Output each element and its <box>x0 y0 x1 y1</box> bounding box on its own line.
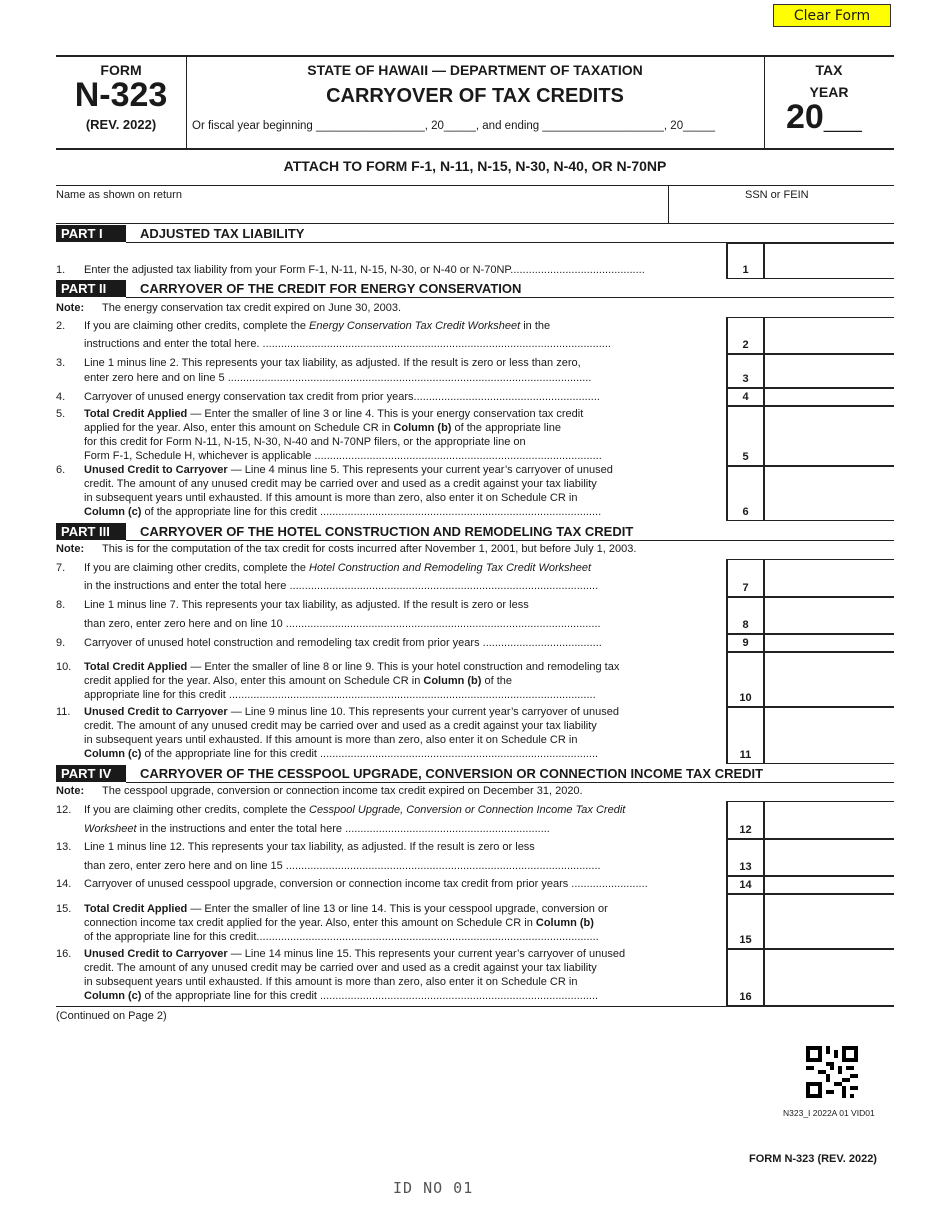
ssn-label: SSN or FEIN <box>745 189 809 201</box>
line-3-number: 3. <box>56 357 66 369</box>
line-1-box <box>726 243 894 279</box>
line-5-amount-input[interactable] <box>766 447 894 464</box>
line-14-amount-input[interactable] <box>766 875 894 892</box>
line-3-text-a: Line 1 minus line 2. This represents your tax liability, as adjusted. If the result is zero or less than zero, <box>84 357 581 369</box>
line-1-text: Enter the adjusted tax liability from your Form F-1, N-11, N-15, N-30, or N-40 or N-70NP............................................ <box>84 264 645 276</box>
line-7-box-number: 7 <box>742 582 749 594</box>
line-16-box-number: 16 <box>739 991 752 1003</box>
header-top-rule <box>56 55 894 57</box>
line-13-number: 13. <box>56 841 72 853</box>
line-2-text-a: If you are claiming other credits, complete the Energy Conservation Tax Credit Worksheet in the <box>84 320 551 332</box>
line-4-box-number: 4 <box>742 391 749 403</box>
line-15-number: 15. <box>56 903 72 915</box>
line-6-text-c: in subsequent years until exhausted. If this amount is more than zero, also enter it on Schedule CR in <box>84 492 578 504</box>
attach-instruction: ATTACH TO FORM F-1, N-11, N-15, N-30, N-40, OR N-70NP <box>283 158 667 174</box>
box-divider <box>763 597 765 634</box>
line-16-box <box>726 949 894 1006</box>
part2-note-label: Note: <box>56 302 85 314</box>
part2-tag: PART II <box>56 280 126 297</box>
line-5-text-d: Form F-1, Schedule H, whichever is applicable .............................................................................................. <box>84 450 602 462</box>
line-1-amount-input[interactable] <box>766 260 894 277</box>
line-9-number: 9. <box>56 637 66 649</box>
line-16-text-c: in subsequent years until exhausted. If this amount is more than zero, also enter it on Schedule CR in <box>84 976 578 988</box>
part2-title-rule <box>126 297 894 298</box>
line-1-number: 1. <box>56 264 66 276</box>
line-8-number: 8. <box>56 599 66 611</box>
line-6-text-a: Unused Credit to Carryover — Line 4 minus line 5. This represents your current year’s carryover of unused <box>84 464 613 476</box>
line-9-box <box>726 634 894 652</box>
line-11-number: 11. <box>56 706 71 718</box>
name-label: Name as shown on return <box>56 189 182 201</box>
line-5-text-c: for this credit for Form N-11, N-15, N-30, N-40 and N-70NP filers, or the appropriate line on <box>84 436 526 448</box>
year-label: YEAR <box>809 84 849 100</box>
line-10-box <box>726 652 894 707</box>
line-11-text-a: Unused Credit to Carryover — Line 9 minus line 10. This represents your current year’s carryover of unused <box>84 706 619 718</box>
attach-rule <box>56 185 894 186</box>
line-6-text-b: credit. The amount of any unused credit may be carried over and used as a credit against your tax liability <box>84 478 597 490</box>
box-divider <box>763 406 765 466</box>
line-4-box <box>726 388 894 406</box>
line-2-text-b: instructions and enter the total here. .................................................................................................................. <box>84 338 611 350</box>
line-12-text-a: If you are claiming other credits, complete the Cesspool Upgrade, Conversion or Connection Income Tax Credit <box>84 804 626 816</box>
line-13-amount-input[interactable] <box>766 857 894 874</box>
line-11-text-c: in subsequent years until exhausted. If this amount is more than zero, also enter it on Schedule CR in <box>84 734 578 746</box>
line-11-box <box>726 707 894 764</box>
footer-form-id: FORM N-323 (REV. 2022) <box>749 1153 877 1165</box>
line-2-number: 2. <box>56 320 66 332</box>
part3-title-rule <box>126 540 894 541</box>
line-15-text-a: Total Credit Applied — Enter the smaller of line 13 or line 14. This is your cesspool upgrade, conversion or <box>84 903 608 915</box>
box-divider <box>763 317 765 354</box>
line-16-number: 16. <box>56 948 72 960</box>
line-6-text-d: Column (c) of the appropriate line for this credit ............................................................................................ <box>84 506 602 518</box>
box-divider <box>763 801 765 839</box>
part3-tag: PART III <box>56 523 126 540</box>
part4-title: CARRYOVER OF THE CESSPOOL UPGRADE, CONVERSION OR CONNECTION INCOME TAX CREDIT <box>140 766 764 781</box>
line-8-box <box>726 597 894 634</box>
line-16-text-b: credit. The amount of any unused credit may be carried over and used as a credit against your tax liability <box>84 962 597 974</box>
box-divider <box>763 894 765 949</box>
line-2-box <box>726 317 894 354</box>
fiscal-year-line: Or fiscal year beginning _________________, 20_____, and ending ___________________, 20_____ <box>192 120 716 132</box>
line-10-text-c: appropriate line for this credit ........................................................................................................................ <box>84 689 596 701</box>
agency-name: STATE OF HAWAII — DEPARTMENT OF TAXATION <box>307 62 643 78</box>
line-15-box-number: 15 <box>739 934 752 946</box>
line-5-box-number: 5 <box>742 451 749 463</box>
form-label: FORM <box>100 62 142 78</box>
line-5-text-a: Total Credit Applied — Enter the smaller of line 3 or line 4. This is your energy conservation tax credit <box>84 408 584 420</box>
line-2-box-number: 2 <box>742 339 749 351</box>
name-ssn-divider <box>668 185 669 223</box>
line-11-text-b: credit. The amount of any unused credit may be carried over and used as a credit against your tax liability <box>84 720 597 732</box>
line-8-text-b: than zero, enter zero here and on line 10 ....................................................................................................... <box>84 618 601 630</box>
line-14-number: 14. <box>56 878 72 890</box>
line-6-box <box>726 466 894 521</box>
line-11-box-number: 11 <box>739 749 752 761</box>
form-title: CARRYOVER OF TAX CREDITS <box>326 85 624 107</box>
line-10-text-a: Total Credit Applied — Enter the smaller of line 8 or line 9. This is your hotel construction and remodeling tax <box>84 661 620 673</box>
part2-title: CARRYOVER OF THE CREDIT FOR ENERGY CONSERVATION <box>140 281 522 296</box>
line-3-amount-input[interactable] <box>766 369 894 386</box>
barcode-id: N323_I 2022A 01 VID01 <box>783 1108 875 1118</box>
line-13-box-number: 13 <box>739 861 752 873</box>
line-7-number: 7. <box>56 562 66 574</box>
line-8-box-number: 8 <box>742 619 749 631</box>
part4-tag: PART IV <box>56 765 126 782</box>
box-divider <box>763 839 765 876</box>
line-8-amount-input[interactable] <box>766 615 894 632</box>
line-15-text-c: of the appropriate line for this credit................................................................................................................ <box>84 931 599 943</box>
ssn-input[interactable] <box>672 203 894 223</box>
line-13-box <box>726 839 894 876</box>
part4-title-rule <box>126 782 894 783</box>
line-3-box <box>726 354 894 388</box>
tax-label: TAX <box>815 62 843 78</box>
part4-note-label: Note: <box>56 785 85 797</box>
part3-title: CARRYOVER OF THE HOTEL CONSTRUCTION AND REMODELING TAX CREDIT <box>140 524 634 539</box>
line-4-number: 4. <box>56 391 66 403</box>
line-12-box-number: 12 <box>739 824 752 836</box>
box-divider <box>763 466 765 521</box>
line-9-box-number: 9 <box>742 637 749 649</box>
line-11-text-d: Column (c) of the appropriate line for this credit ........................................................................................... <box>84 748 599 760</box>
box-divider <box>763 949 765 1006</box>
line-7-text-b: in the instructions and enter the total here ..................................................................................................... <box>84 580 599 592</box>
line-10-number: 10. <box>56 661 72 673</box>
box-divider <box>763 707 765 764</box>
part3-note-label: Note: <box>56 543 85 555</box>
line-7-text-a: If you are claiming other credits, complete the Hotel Construction and Remodeling Tax Credit Worksheet <box>84 562 592 574</box>
line-16-text-d: Column (c) of the appropriate line for this credit ........................................................................................... <box>84 990 599 1002</box>
line-14-box <box>726 876 894 894</box>
line-14-box-number: 14 <box>739 879 752 891</box>
name-row-bottom-rule <box>56 223 894 224</box>
name-input[interactable] <box>58 203 667 223</box>
line-12-text-b: Worksheet in the instructions and enter the total here ................................................................... <box>84 823 550 835</box>
line-15-box <box>726 894 894 949</box>
line-9-amount-input[interactable] <box>766 633 894 650</box>
line-15-amount-input[interactable] <box>766 930 894 947</box>
form-revision: (REV. 2022) <box>85 117 157 132</box>
line-12-box <box>726 801 894 839</box>
line-11-amount-input[interactable] <box>766 745 894 762</box>
box-divider <box>763 876 765 894</box>
line-12-number: 12. <box>56 804 72 816</box>
line-5-text-b: applied for the year. Also, enter this amount on Schedule CR in Column (b) of the appropriate line <box>84 422 561 434</box>
continued-note: (Continued on Page 2) <box>56 1010 167 1022</box>
line-13-text-a: Line 1 minus line 12. This represents your tax liability, as adjusted. If the result is zero or less <box>84 841 535 853</box>
line-2-amount-input[interactable] <box>766 335 894 352</box>
line-12-amount-input[interactable] <box>766 820 894 837</box>
line-3-box-number: 3 <box>742 373 749 385</box>
part2-note: The energy conservation tax credit expired on June 30, 2003. <box>102 302 402 314</box>
box-divider <box>763 652 765 707</box>
line-15-text-b: connection income tax credit applied for the year. Also, enter this amount on Schedule CR in Column (b) <box>84 917 594 929</box>
line-5-number: 5. <box>56 408 66 420</box>
line-7-box <box>726 559 894 597</box>
form-number: N-323 <box>74 76 168 114</box>
box-divider <box>763 634 765 652</box>
part4-note: The cesspool upgrade, conversion or connection income tax credit expired on December 31, 2020. <box>102 785 583 797</box>
line-10-text-b: credit applied for the year. Also, enter this amount on Schedule CR in Column (b) of the <box>84 675 512 687</box>
part1-tag: PART I <box>56 225 126 242</box>
line-10-amount-input[interactable] <box>766 688 894 705</box>
line-9-text: Carryover of unused hotel construction and remodeling tax credit from prior years ....................................... <box>84 637 602 649</box>
part3-note: This is for the computation of the tax credit for costs incurred after November 1, 2001, but before July 1, 2003. <box>102 543 637 555</box>
line-10-box-number: 10 <box>739 692 752 704</box>
line-6-amount-input[interactable] <box>766 502 894 519</box>
line-5-box <box>726 406 894 466</box>
line-3-text-b: enter zero here and on line 5 ....................................................................................................................... <box>84 372 592 384</box>
line-4-text: Carryover of unused energy conservation tax credit from prior years............................................................. <box>84 391 600 403</box>
box-divider <box>763 388 765 406</box>
line-7-amount-input[interactable] <box>766 578 894 595</box>
line-4-amount-input[interactable] <box>766 387 894 404</box>
tax-year-value: 20__ <box>786 98 862 136</box>
line-8-text-a: Line 1 minus line 7. This represents your tax liability, as adjusted. If the result is zero or less <box>84 599 529 611</box>
line-16-text-a: Unused Credit to Carryover — Line 14 minus line 15. This represents your current year’s carryover of unused <box>84 948 626 960</box>
form-bottom-rule <box>56 1006 894 1007</box>
line-16-amount-input[interactable] <box>766 987 894 1004</box>
qr-code-icon <box>806 1046 858 1098</box>
line-1-box-number: 1 <box>742 264 749 276</box>
id-number: ID NO 01 <box>393 1179 474 1197</box>
header-bottom-rule <box>56 148 894 150</box>
clear-form-button[interactable]: Clear Form <box>773 4 891 27</box>
line-6-number: 6. <box>56 464 66 476</box>
line-6-box-number: 6 <box>742 506 749 518</box>
line-14-text: Carryover of unused cesspool upgrade, conversion or connection income tax credit from prior years ......................... <box>84 878 648 890</box>
box-divider <box>763 354 765 388</box>
line-13-text-b: than zero, enter zero here and on line 15 ....................................................................................................... <box>84 860 601 872</box>
box-divider <box>763 559 765 597</box>
box-divider <box>763 243 765 279</box>
part1-title: ADJUSTED TAX LIABILITY <box>140 226 305 241</box>
